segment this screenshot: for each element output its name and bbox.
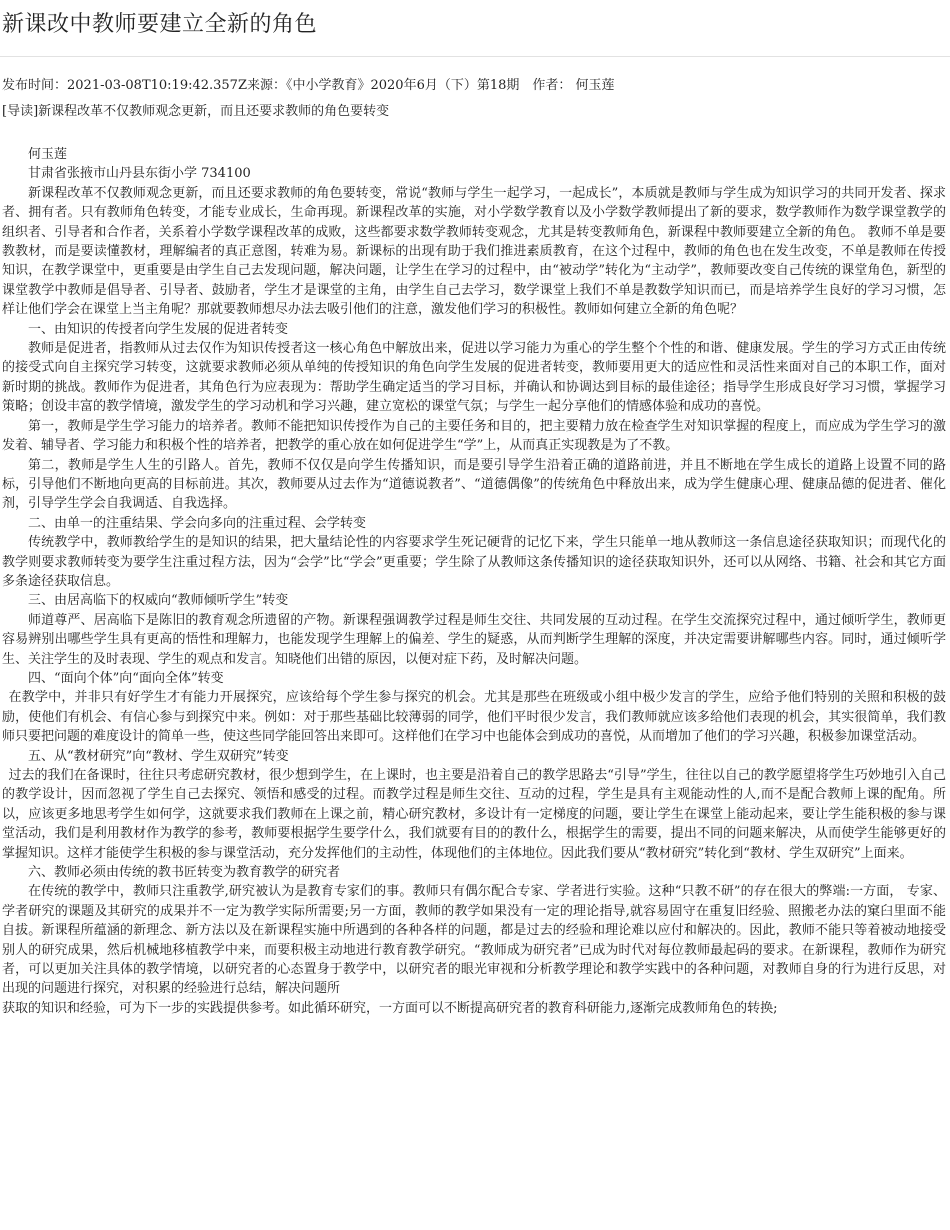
paragraph: 传统教学中，教师教给学生的是知识的结果，把大量结论性的内容要求学生死记硬背的记忆下来，学生只能单一地从教师这一条信息途径获取知识；而现代化的教学则要求教师转变为要学生注重过程方法，因为“会学”比“学会”更重要；学生除了从教师这条传播知识的途径获取知识外，还可以从网络、书籍、社会和其它方面多条途径获取信息。 — [2, 535, 946, 589]
article-meta: 发布时间：2021-03-08T10:19:42.357Z来源：《中小学教育》2020年6月（下）第18期 作者： 何玉莲 — [2, 78, 615, 93]
section-heading-6: 六、教师必须由传统的教书匠转变为教育教学的研究者 — [28, 865, 341, 881]
section-heading-2: 二、由单一的注重结果、学会向多向的注重过程、会学转变 — [28, 515, 367, 531]
paragraph: 第二，教师是学生人生的引路人。首先，教师不仅仅是向学生传播知识，而是要引导学生沿着正确的道路前进，并且不断地在学生成长的道路上设置不同的路标，引导他们不断地向更高的目标前进。其次，教师要从过去作为“道德说教者”、“道德偶像”的传统角色中释放出来，成为学生健康心理、健康品德的促进者、催化剂，引导学生学会自我调适、自我选择。 — [2, 457, 946, 512]
section-heading-5: 五、从“教材研究”向“教材、学生双研究”转变 — [28, 748, 289, 764]
paragraph: 获取的知识和经验，可为下一步的实践提供参考。如此循环研究，一方面可以不断提高研究者的教育科研能力,逐渐完成教师角色的转换; — [2, 1000, 778, 1016]
section-heading-4: 四、“面向个体”向“面向全体”转变 — [28, 670, 224, 686]
intro-paragraph: 新课程改革不仅教师观念更新，而且还要求教师的角色要转变，常说“教师与学生一起学习，一起成长”，本质就是教师与学生成为知识学习的共同开发者、探求者、拥有者。只有教师角色转变，才能专业成长，生命再现。新课程改革的实施，对小学数学教育以及小学数学教师提出了新的要求，数学教师作为数学课堂教学的组织者、引导者和合作者，关系着小学数学课程改革的成败，这些都要求数学教师转变观念，尤其是转变教师角色，新课程中教师要建立全新的角色。 教师不单是要教教材，而是要读懂教材，理解编者的真正意图，转难为易。新课标的出现有助于我们推进素质教育，在这个过程中，教师的角色也在发生改变，不单是教师在传授知识，在教学课堂中，更重要是由学生自己去发现问题，解决问题，让学生在学习的过程中，由“被动学”转化为“主动学”，教师要改变自己传统的课堂角色，新型的课堂教学中教师是倡导者、引导者、鼓励者，学生才是课堂的主角，由学生自己去学习，数学课堂上我们不单是教数学知识而已，而是培养学生良好的学习习惯，怎样让他们学会在课堂上当主角呢？那就要教师想尽办法去吸引他们的注意，激发他们学习的积极性。教师如何建立全新的角色呢？ — [2, 185, 946, 318]
paragraph: 教师是促进者，指教师从过去仅作为知识传授者这一核心角色中解放出来，促进以学习能力为重心的学生整个个性的和谐、健康发展。学生的学习方式正由传统的接受式向自主探究学习转变，这就要求教师必须从单纯的传授知识的角色向学生发展的促进者转变，教师要用更大的适应性和灵活性来面对自己的本职工作，面对新时期的挑战。教师作为促进者，其角色行为应表现为：帮助学生确定适当的学习目标，并确认和协调达到目标的最佳途径；指导学生形成良好学习习惯，掌握学习策略；创设丰富的教学情境，激发学生的学习动机和学习兴趣，建立宽松的课堂气氛；与学生一起分享他们的情感体验和成功的喜悦。 — [2, 341, 946, 415]
paragraph: 第一，教师是学生学习能力的培养者。教师不能把知识传授作为自己的主要任务和目的，把主要精力放在检查学生对知识掌握的程度上，而应成为学生学习的激发着、辅导者、学习能力和积极个性的培养者，把教学的重心放在如何促进学生“学”上，从而真正实现教是为了不教。 — [2, 418, 946, 454]
paragraph: 过去的我们在备课时，往往只考虑研究教材，很少想到学生，在上课时，也主要是沿着自己的教学思路去“引导”学生，往往以自己的教学愿望将学生巧妙地引入自己的教学设计，因而忽视了学生自己去探究、领悟和感受的过程。而教学过程是师生交往、互动的过程，学生是具有主观能动性的人,而不是配合教师上课的配角。所以，应该更多地思考学生如何学，这就要求我们教师在上课之前，精心研究教材，多设计有一定梯度的问题，要让学生在课堂上能动起来，要让学生能积极的参与课堂活动，我们是利用教材作为教学的参考，教师要根据学生要学什么，我们就要有目的的教什么，根据学生的需要，提出不同的问题来解决，从而使学生能够更好的掌握知识。这样才能使学生积极的参与课堂活动，充分发挥他们的主动性，体现他们的主体地位。因此我们要从“教材研究”转化到“教材、学生双研究”上面来。 — [2, 768, 946, 861]
paragraph: 在传统的教学中，教师只注重教学,研究被认为是教育专家们的事。教师只有偶尔配合专家、学者进行实验。这种“只教不研”的存在很大的弊端:一方面， 专家、学者研究的课题及其研究的成果并不一定为教学实际所需要;另一方面，教师的教学如果没有一定的理论指导,就容易固守在重复旧经验、照搬老办法的窠臼里面不能自拔。新课程所蕴涵的新理念、新方法以及在新课程实施中所遇到的各种各样的问题，都是过去的经验和理论难以应付和解决的。因此，教师不能只等着被动地接受别人的研究成果，然后机械地移植教学中来，而要积极主动地进行教育教学研究。“教师成为研究者”已成为时代对每位教师最起码的要求。在新课程，教师作为研究者，可以更加关注具体的教学情境，以研究者的心态置身于教学中，以研究者的眼光审视和分析教学理论和教学实践中的各种问题，对教师自身的行为进行反思，对出现的问题进行探究，对积累的经验进行总结，解决问题所 — [2, 884, 946, 997]
paragraph: 师道尊严、居高临下是陈旧的教育观念所遗留的产物。新课程强调教学过程是师生交往、共同发展的互动过程。在学生交流探究过程中，通过倾听学生，教师更容易辨别出哪些学生具有更高的悟性和理解力，也能发现学生理解上的偏差、学生的疑惑，从而判断学生理解的深度，并决定需要讲解哪些内容。同时，通过倾听学生、关注学生的及时表现、学生的观点和发言。知晓他们出错的原因，以便对症下药，及时解决问题。 — [2, 612, 946, 667]
article-body — [2, 145, 946, 1018]
paragraph: 在教学中，并非只有好学生才有能力开展探究，应该给每个学生参与探究的机会。尤其是那些在班级或小组中极少发言的学生，应给予他们特别的关照和积极的鼓励，使他们有机会、有信心参与到探究中来。例如：对于那些基础比较薄弱的同学，他们平时很少发言，我们教师就应该多给他们表现的机会，其实很简单，我们教师只要把问题的难度设计的简单一些，使这些同学能回答出来即可。这样他们在学习中也能体会到成功的喜悦，从而增加了他们的学习兴趣，积极参加课堂活动。 — [2, 690, 946, 745]
author-affiliation: 甘肃省张掖市山丹县东街小学 734100 — [28, 166, 251, 182]
section-heading-1: 一、由知识的传授者向学生发展的促进者转变 — [28, 321, 289, 337]
article-title: 新课改中教师要建立全新的角色 — [2, 12, 318, 37]
title-divider — [0, 56, 950, 57]
section-heading-3: 三、由居高临下的权威向“教师倾听学生”转变 — [28, 593, 289, 609]
author-name: 何玉莲 — [28, 147, 68, 162]
article-lead: [导读]新课程改革不仅教师观念更新，而且还要求教师的角色要转变 — [2, 104, 390, 119]
